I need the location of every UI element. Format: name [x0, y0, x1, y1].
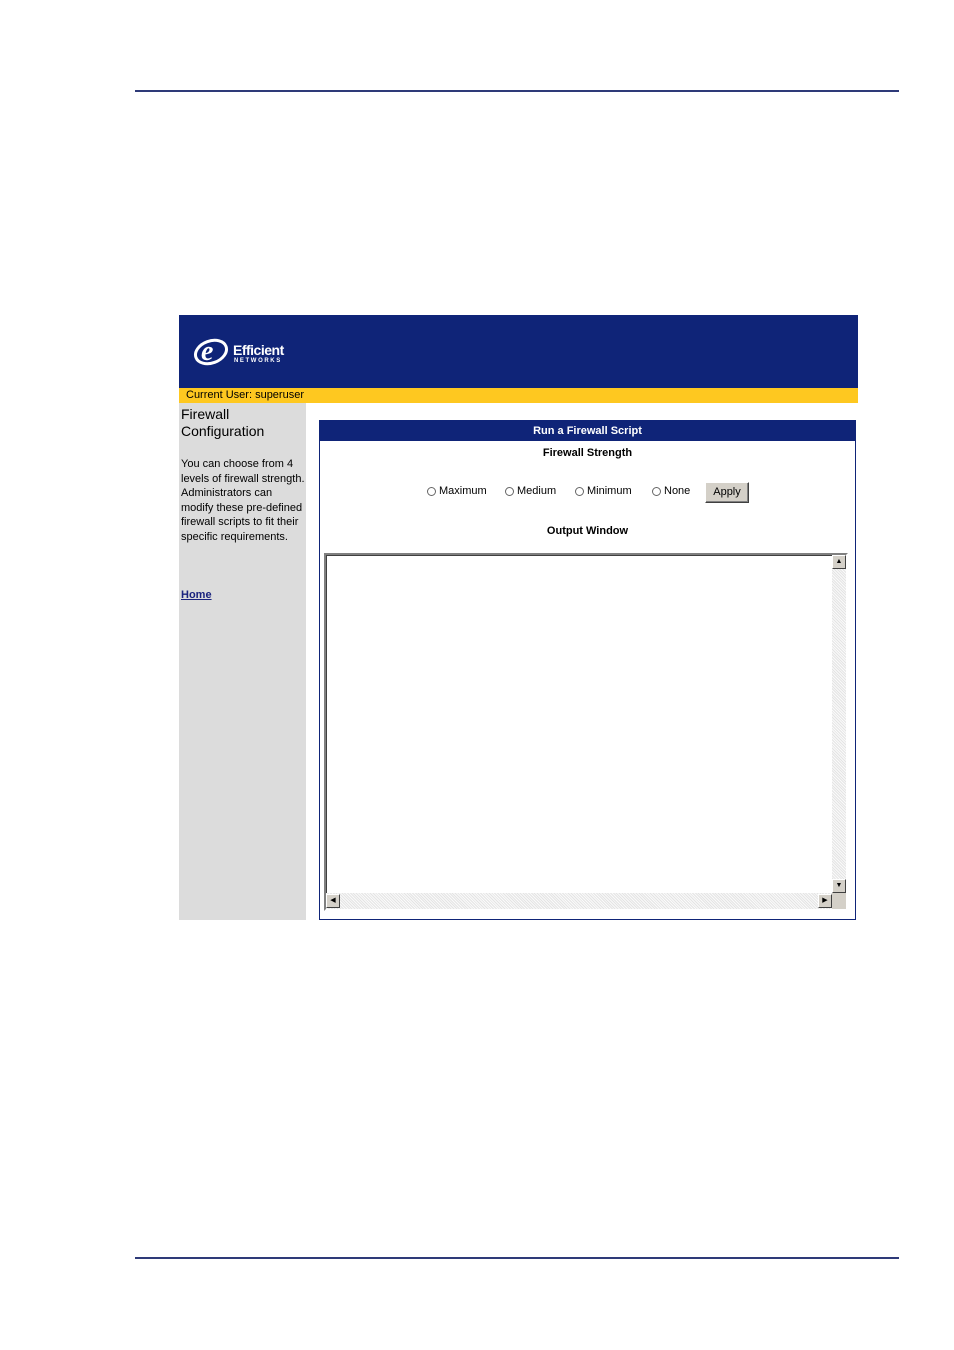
scroll-up-icon[interactable]: ▲: [832, 555, 846, 569]
scrollbar-corner: [832, 893, 846, 909]
radio-circle-icon[interactable]: [575, 487, 584, 496]
sidebar: [179, 403, 306, 920]
radio-circle-icon[interactable]: [427, 487, 436, 496]
vertical-scrollbar[interactable]: [832, 555, 846, 893]
svg-text:e: e: [201, 336, 214, 367]
radio-circle-icon[interactable]: [652, 487, 661, 496]
output-text[interactable]: [326, 555, 846, 909]
radio-label: Minimum: [587, 485, 632, 497]
radio-minimum[interactable]: [575, 485, 632, 497]
scroll-right-icon[interactable]: ▶: [818, 894, 832, 908]
header-banner: [179, 315, 858, 388]
radio-label: Maximum: [439, 485, 487, 497]
sidebar-title: Firewall Configuration: [181, 406, 265, 439]
page-bottom-rule: [135, 1257, 899, 1259]
scroll-left-icon[interactable]: ◀: [326, 894, 340, 908]
radio-none[interactable]: [652, 485, 690, 497]
firewall-script-panel: [319, 420, 856, 920]
radio-circle-icon[interactable]: [505, 487, 514, 496]
router-config-window: [179, 315, 858, 920]
radio-label: Medium: [517, 485, 557, 497]
efficient-logo-icon: [193, 335, 303, 369]
brand-name: Efficient: [233, 342, 284, 358]
output-window[interactable]: [324, 553, 848, 911]
radio-label: None: [664, 485, 691, 497]
horizontal-scrollbar[interactable]: [326, 893, 832, 909]
home-link[interactable]: Home: [181, 589, 212, 601]
radio-maximum[interactable]: [427, 485, 487, 497]
radio-medium[interactable]: [505, 485, 556, 497]
firewall-strength-title: Firewall Strength: [542, 447, 633, 459]
output-window-title: Output Window: [546, 525, 629, 537]
apply-button[interactable]: Apply: [705, 482, 749, 503]
panel-header: Run a Firewall Script: [320, 421, 855, 441]
sidebar-description: You can choose from 4 levels of firewall strength. Administrators can modify these pre-defined firewall scripts to fit their specific requirements.: [181, 458, 305, 543]
page-top-rule: [135, 90, 899, 92]
scroll-down-icon[interactable]: ▼: [832, 879, 846, 893]
brand-subtitle: NETWORKS: [234, 358, 282, 364]
current-user-label: Current User: superuser: [186, 389, 304, 401]
current-user-bar: [179, 388, 858, 403]
